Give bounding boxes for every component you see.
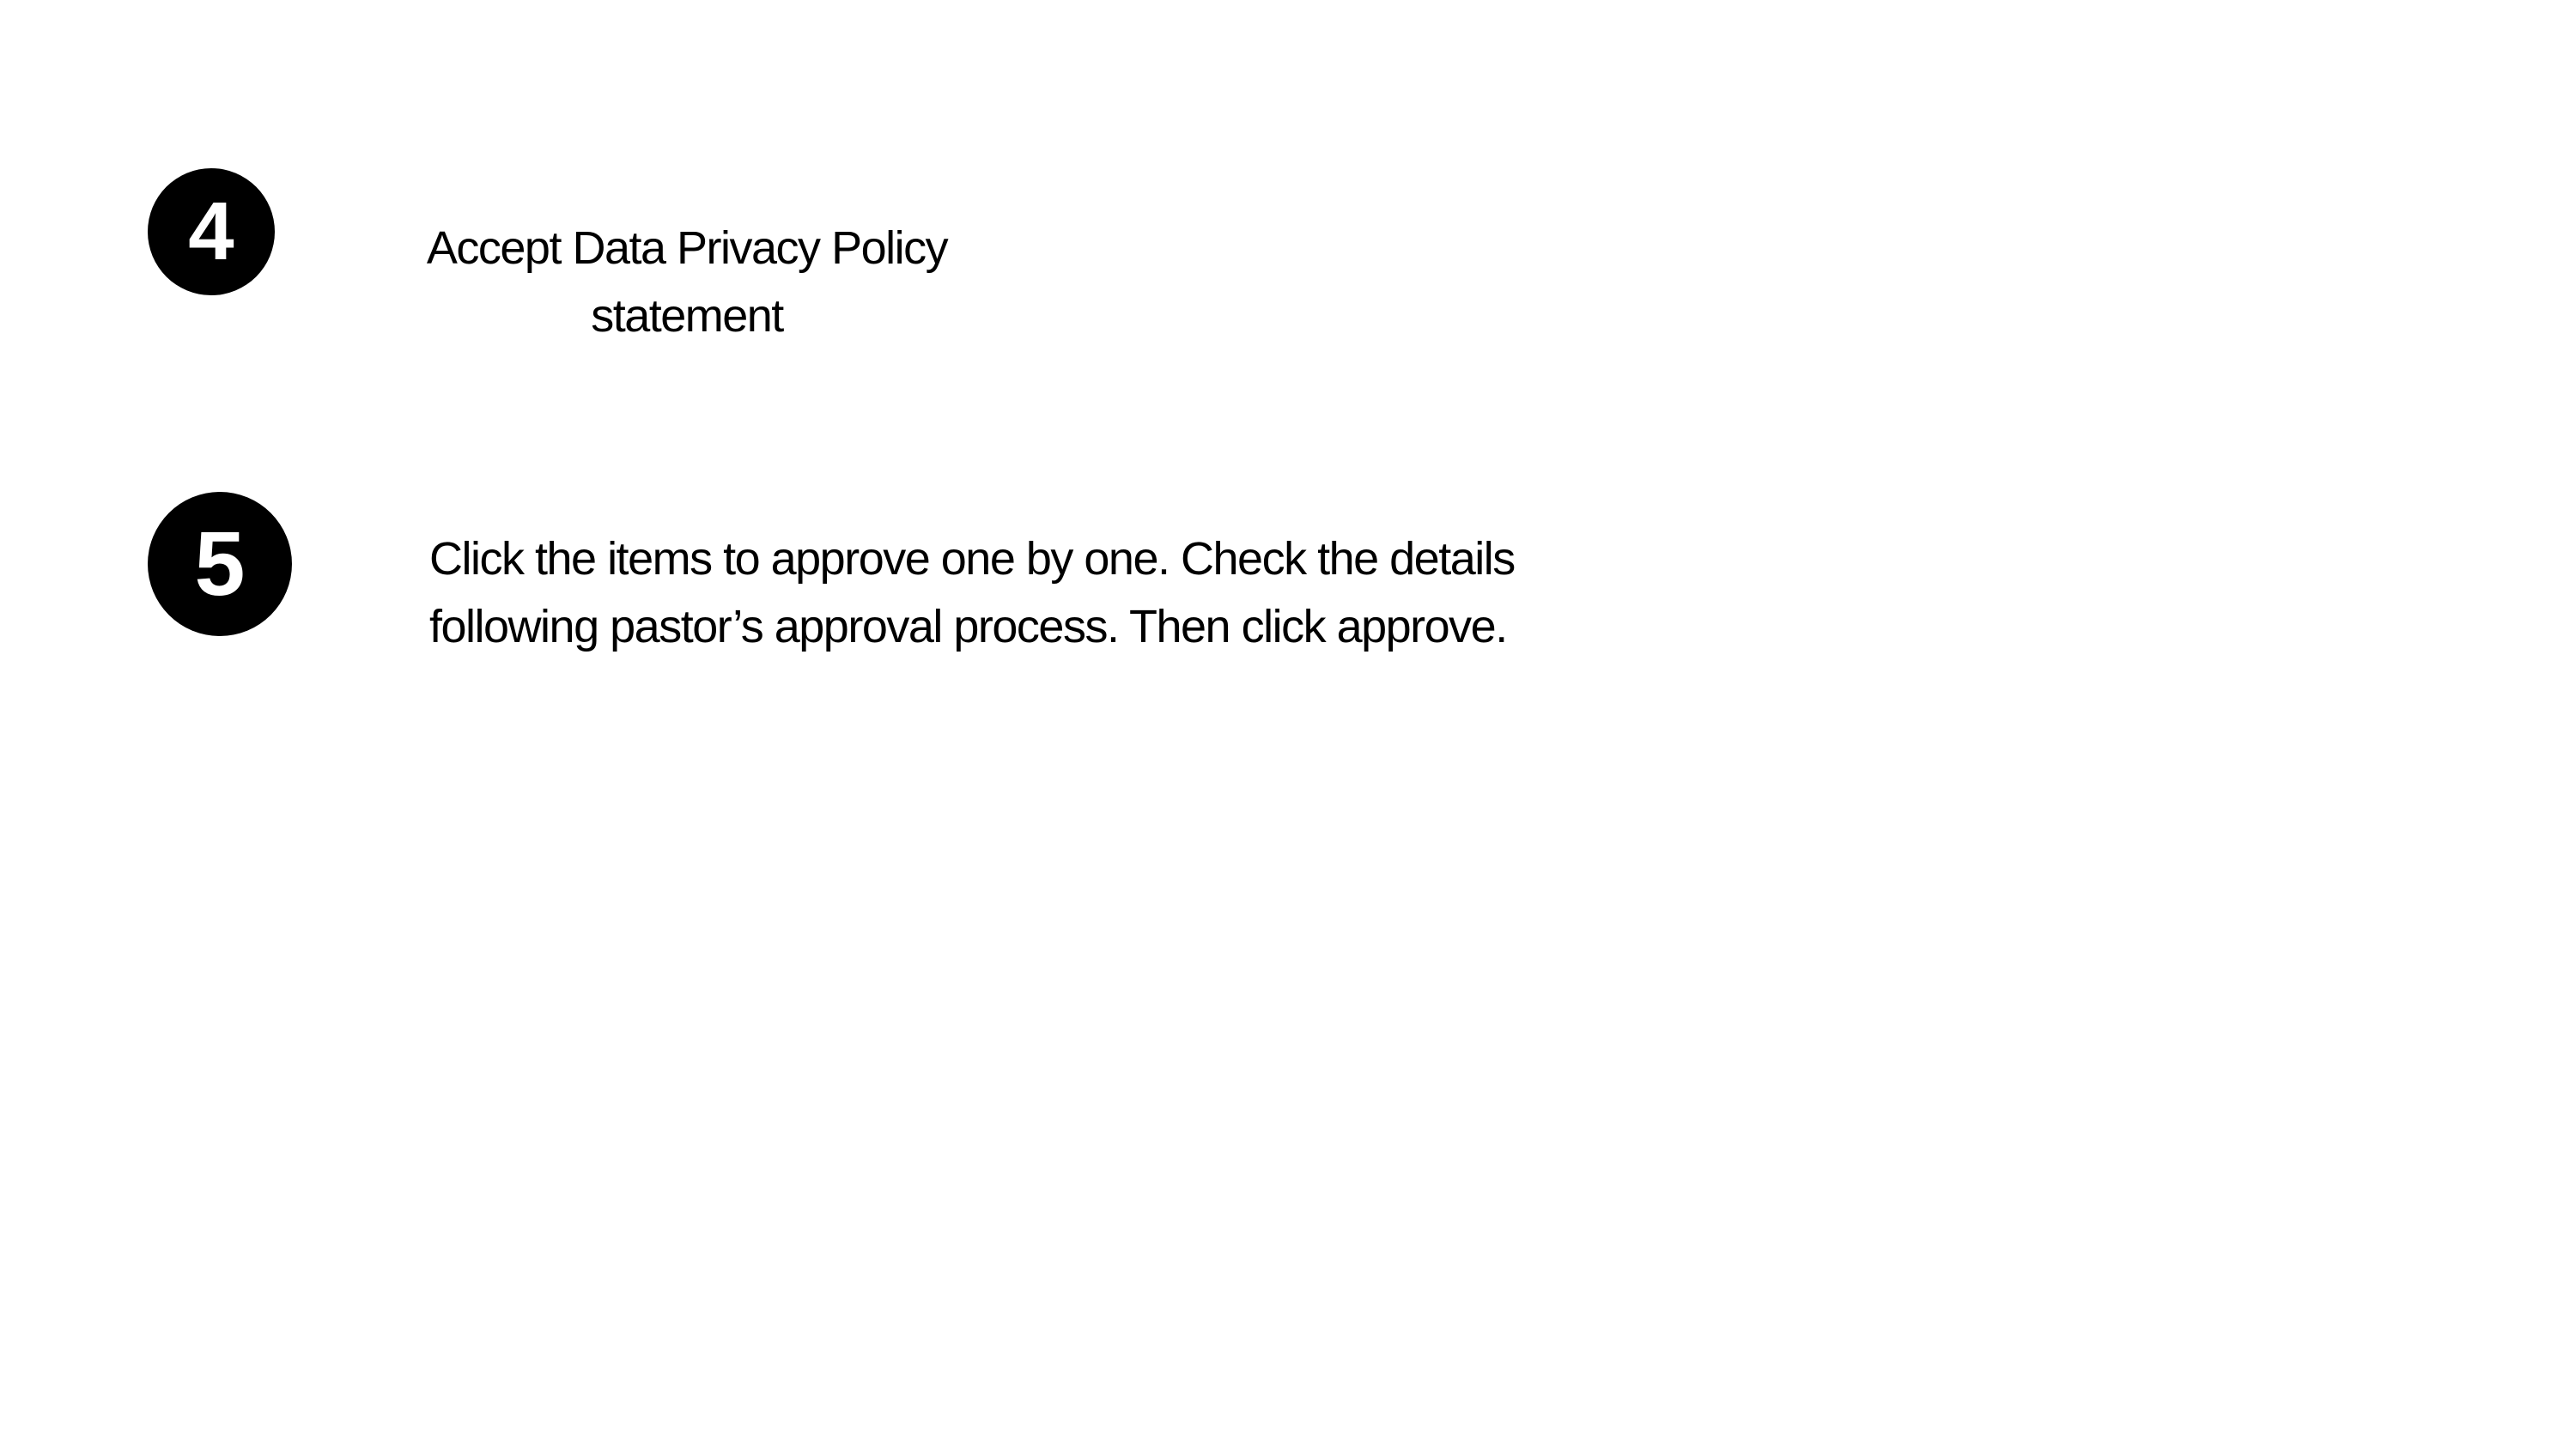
step-5-text-line-1: Click the items to approve one by one. Check the details — [429, 533, 1515, 585]
step-4-text-line-2: statement — [591, 290, 783, 342]
step-4-text-line-1: Accept Data Privacy Policy — [426, 222, 948, 274]
step-5-text-line-2: following pastor’s approval process. Then click approve. — [429, 601, 1507, 652]
step-4-text — [361, 215, 1013, 350]
step-4-number: 4 — [188, 185, 234, 277]
step-5-text — [429, 525, 1580, 661]
step-5-number-badge — [148, 492, 292, 636]
step-4-number-badge — [148, 168, 275, 295]
step-5-number: 5 — [194, 513, 246, 615]
